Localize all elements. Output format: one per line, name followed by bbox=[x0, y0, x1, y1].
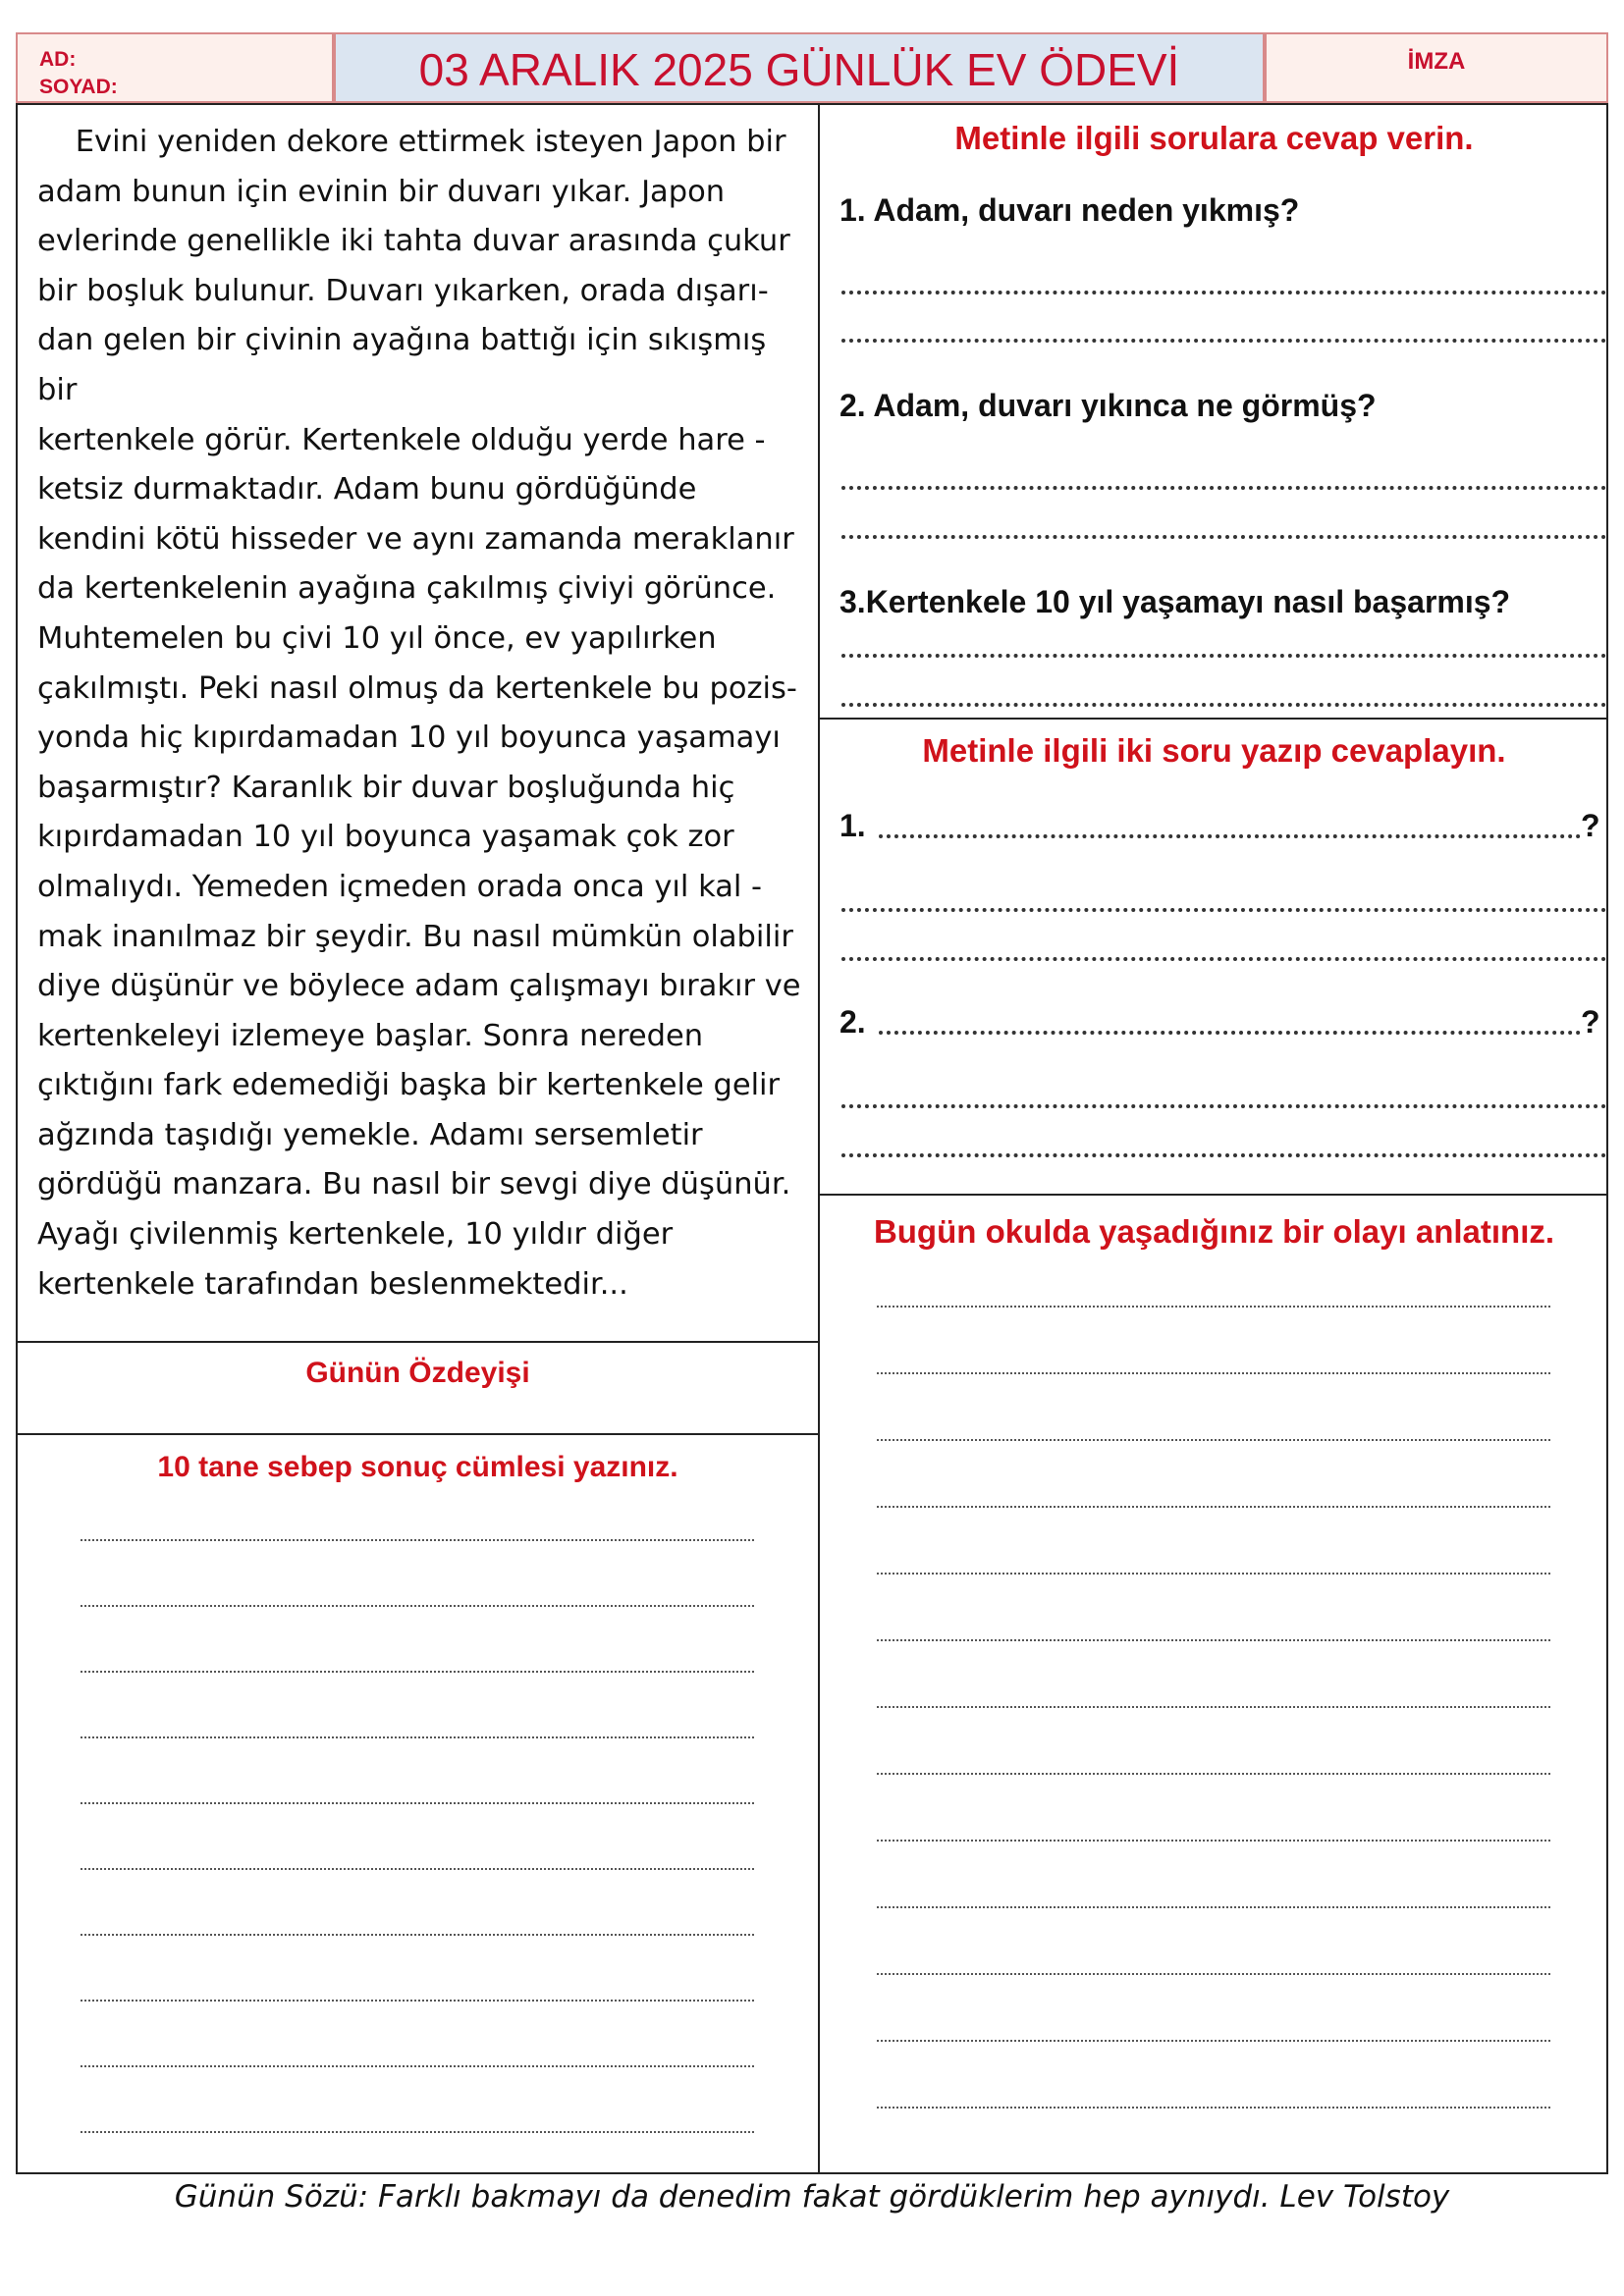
story-line: yonda hiç kıpırdamadan 10 yıl boyunca yaşamayı bbox=[37, 721, 781, 756]
story-line: çakılmıştı. Peki nasıl olmuş da kertenkele bu pozis- bbox=[37, 670, 797, 706]
answer-line[interactable] bbox=[841, 535, 1606, 539]
divider-questions-bottom bbox=[818, 718, 1608, 720]
writing-line[interactable] bbox=[81, 2000, 754, 2002]
event-title: Bugün okulda yaşadığınız bir olayı anlatınız. bbox=[873, 1213, 1555, 1250]
question-mark: ? bbox=[1581, 808, 1600, 843]
story-line: diye düşünür ve böylece adam çalışmayı bırakır ve bbox=[37, 969, 801, 1004]
writing-line[interactable] bbox=[81, 1802, 754, 1804]
answer-line[interactable] bbox=[841, 1153, 1606, 1157]
question-mark: ? bbox=[1581, 1004, 1600, 1040]
writing-line[interactable] bbox=[81, 1671, 754, 1673]
divider-story-bottom bbox=[16, 1341, 820, 1343]
writing-line[interactable] bbox=[877, 2040, 1550, 2042]
own-question-1-number: 1. bbox=[839, 808, 866, 843]
cause-effect-title: 10 tane sebep sonuç cümlesi yazınız. bbox=[157, 1451, 678, 1483]
answer-line[interactable] bbox=[841, 654, 1606, 658]
name-label: AD: bbox=[39, 48, 77, 71]
column-divider bbox=[818, 103, 820, 2174]
footer-quote: Günün Sözü: Farklı bakmayı da denedim fakat gördüklerim hep aynıydı. Lev Tolstoy bbox=[174, 2179, 1450, 2215]
signature-box[interactable] bbox=[1265, 32, 1608, 103]
event-lines[interactable] bbox=[877, 1276, 1550, 2120]
story-line: ketsiz durmaktadır. Adam bunu gördüğünde bbox=[37, 472, 697, 507]
story-line: ağzında taşıdığı yemekle. Adamı sersemletir bbox=[37, 1117, 703, 1152]
story-line: bir boşluk bulunur. Duvarı yıkarken, orada dışarı- bbox=[37, 273, 769, 308]
answer-line[interactable] bbox=[841, 339, 1606, 343]
writing-line[interactable] bbox=[81, 2131, 754, 2133]
writing-line[interactable] bbox=[877, 1639, 1550, 1641]
own-question-line[interactable] bbox=[879, 834, 1581, 838]
story-line: başarmıştır? Karanlık bir duvar boşluğunda hiç bbox=[37, 770, 735, 805]
story-line: kertenkeleyi izlemeye başlar. Sonra nereden bbox=[37, 1018, 704, 1053]
divider-own-questions-bottom bbox=[818, 1194, 1608, 1196]
writing-line[interactable] bbox=[877, 1706, 1550, 1708]
own-question-line[interactable] bbox=[879, 1031, 1581, 1035]
answer-line[interactable] bbox=[841, 703, 1606, 707]
story-line: olmalıydı. Yemeden içmeden orada onca yıl kal - bbox=[37, 869, 763, 904]
page-title: 03 ARALIK 2025 GÜNLÜK EV ÖDEVİ bbox=[334, 32, 1265, 103]
story-line: kıpırdamadan 10 yıl boyunca yaşamak çok zor bbox=[37, 820, 734, 855]
writing-line[interactable] bbox=[877, 1573, 1550, 1575]
story-line: evlerinde genellikle iki tahta duvar arasında çukur bbox=[37, 224, 790, 259]
writing-line[interactable] bbox=[81, 1539, 754, 1541]
writing-line[interactable] bbox=[877, 1973, 1550, 1975]
writing-line[interactable] bbox=[877, 1773, 1550, 1775]
question-3: 3.Kertenkele 10 yıl yaşamayı nasıl başarmış? bbox=[839, 584, 1511, 619]
story-line: adam bunun için evinin bir duvarı yıkar. Japon bbox=[37, 174, 726, 209]
own-question-2-number: 2. bbox=[839, 1004, 866, 1040]
surname-label: SOYAD: bbox=[39, 76, 118, 98]
answer-line[interactable] bbox=[841, 486, 1606, 490]
writing-line[interactable] bbox=[81, 1736, 754, 1738]
question-1: 1. Adam, duvarı neden yıkmış? bbox=[839, 192, 1300, 228]
story-line: gördüğü manzara. Bu nasıl bir sevgi diye düşünür. bbox=[37, 1167, 791, 1202]
divider-quote-bottom bbox=[16, 1433, 820, 1435]
writing-line[interactable] bbox=[877, 1372, 1550, 1374]
story-line: dan gelen bir çivinin ayağına battığı için sıkışmış bir bbox=[37, 323, 767, 407]
question-2: 2. Adam, duvarı yıkınca ne görmüş? bbox=[839, 388, 1377, 423]
writing-line[interactable] bbox=[877, 2107, 1550, 2109]
answer-line[interactable] bbox=[841, 291, 1606, 294]
questions-title: Metinle ilgili sorulara cevap verin. bbox=[954, 120, 1474, 156]
signature-label: İMZA bbox=[1407, 48, 1466, 75]
writing-line[interactable] bbox=[81, 2065, 754, 2067]
answer-line[interactable] bbox=[841, 908, 1606, 912]
own-questions-title: Metinle ilgili iki soru yazıp cevaplayın. bbox=[922, 732, 1506, 769]
answer-line[interactable] bbox=[841, 957, 1606, 961]
story-line: kertenkele tarafından beslenmektedir... bbox=[37, 1266, 628, 1302]
story-line: da kertenkelenin ayağına çakılmış çiviyi görünce. bbox=[37, 571, 777, 607]
story-line: Muhtemelen bu çivi 10 yıl önce, ev yapılırken bbox=[37, 620, 717, 656]
writing-line[interactable] bbox=[877, 1840, 1550, 1842]
writing-line[interactable] bbox=[877, 1306, 1550, 1308]
writing-line[interactable] bbox=[81, 1934, 754, 1936]
writing-line[interactable] bbox=[877, 1506, 1550, 1508]
story-line: Evini yeniden dekore ettirmek isteyen Japon bir bbox=[37, 125, 786, 159]
reading-passage bbox=[37, 118, 813, 1309]
story-line: kendini kötü hisseder ve aynı zamanda meraklanır bbox=[37, 521, 794, 557]
writing-line[interactable] bbox=[877, 1906, 1550, 1908]
story-line: mak inanılmaz bir şeydir. Bu nasıl mümkün olabilir bbox=[37, 919, 793, 954]
story-line: Ayağı çivilenmiş kertenkele, 10 yıldır diğer bbox=[37, 1217, 674, 1253]
answer-line[interactable] bbox=[841, 1104, 1606, 1108]
story-line: çıktığını fark edemediği başka bir kertenkele gelir bbox=[37, 1068, 781, 1103]
writing-line[interactable] bbox=[877, 1439, 1550, 1441]
quote-of-day-title: Günün Özdeyişi bbox=[305, 1357, 530, 1389]
writing-line[interactable] bbox=[81, 1868, 754, 1870]
story-line: kertenkele görür. Kertenkele olduğu yerde hare - bbox=[37, 422, 766, 457]
name-surname-box[interactable] bbox=[16, 32, 334, 103]
cause-effect-lines[interactable] bbox=[81, 1512, 754, 2140]
writing-line[interactable] bbox=[81, 1605, 754, 1607]
